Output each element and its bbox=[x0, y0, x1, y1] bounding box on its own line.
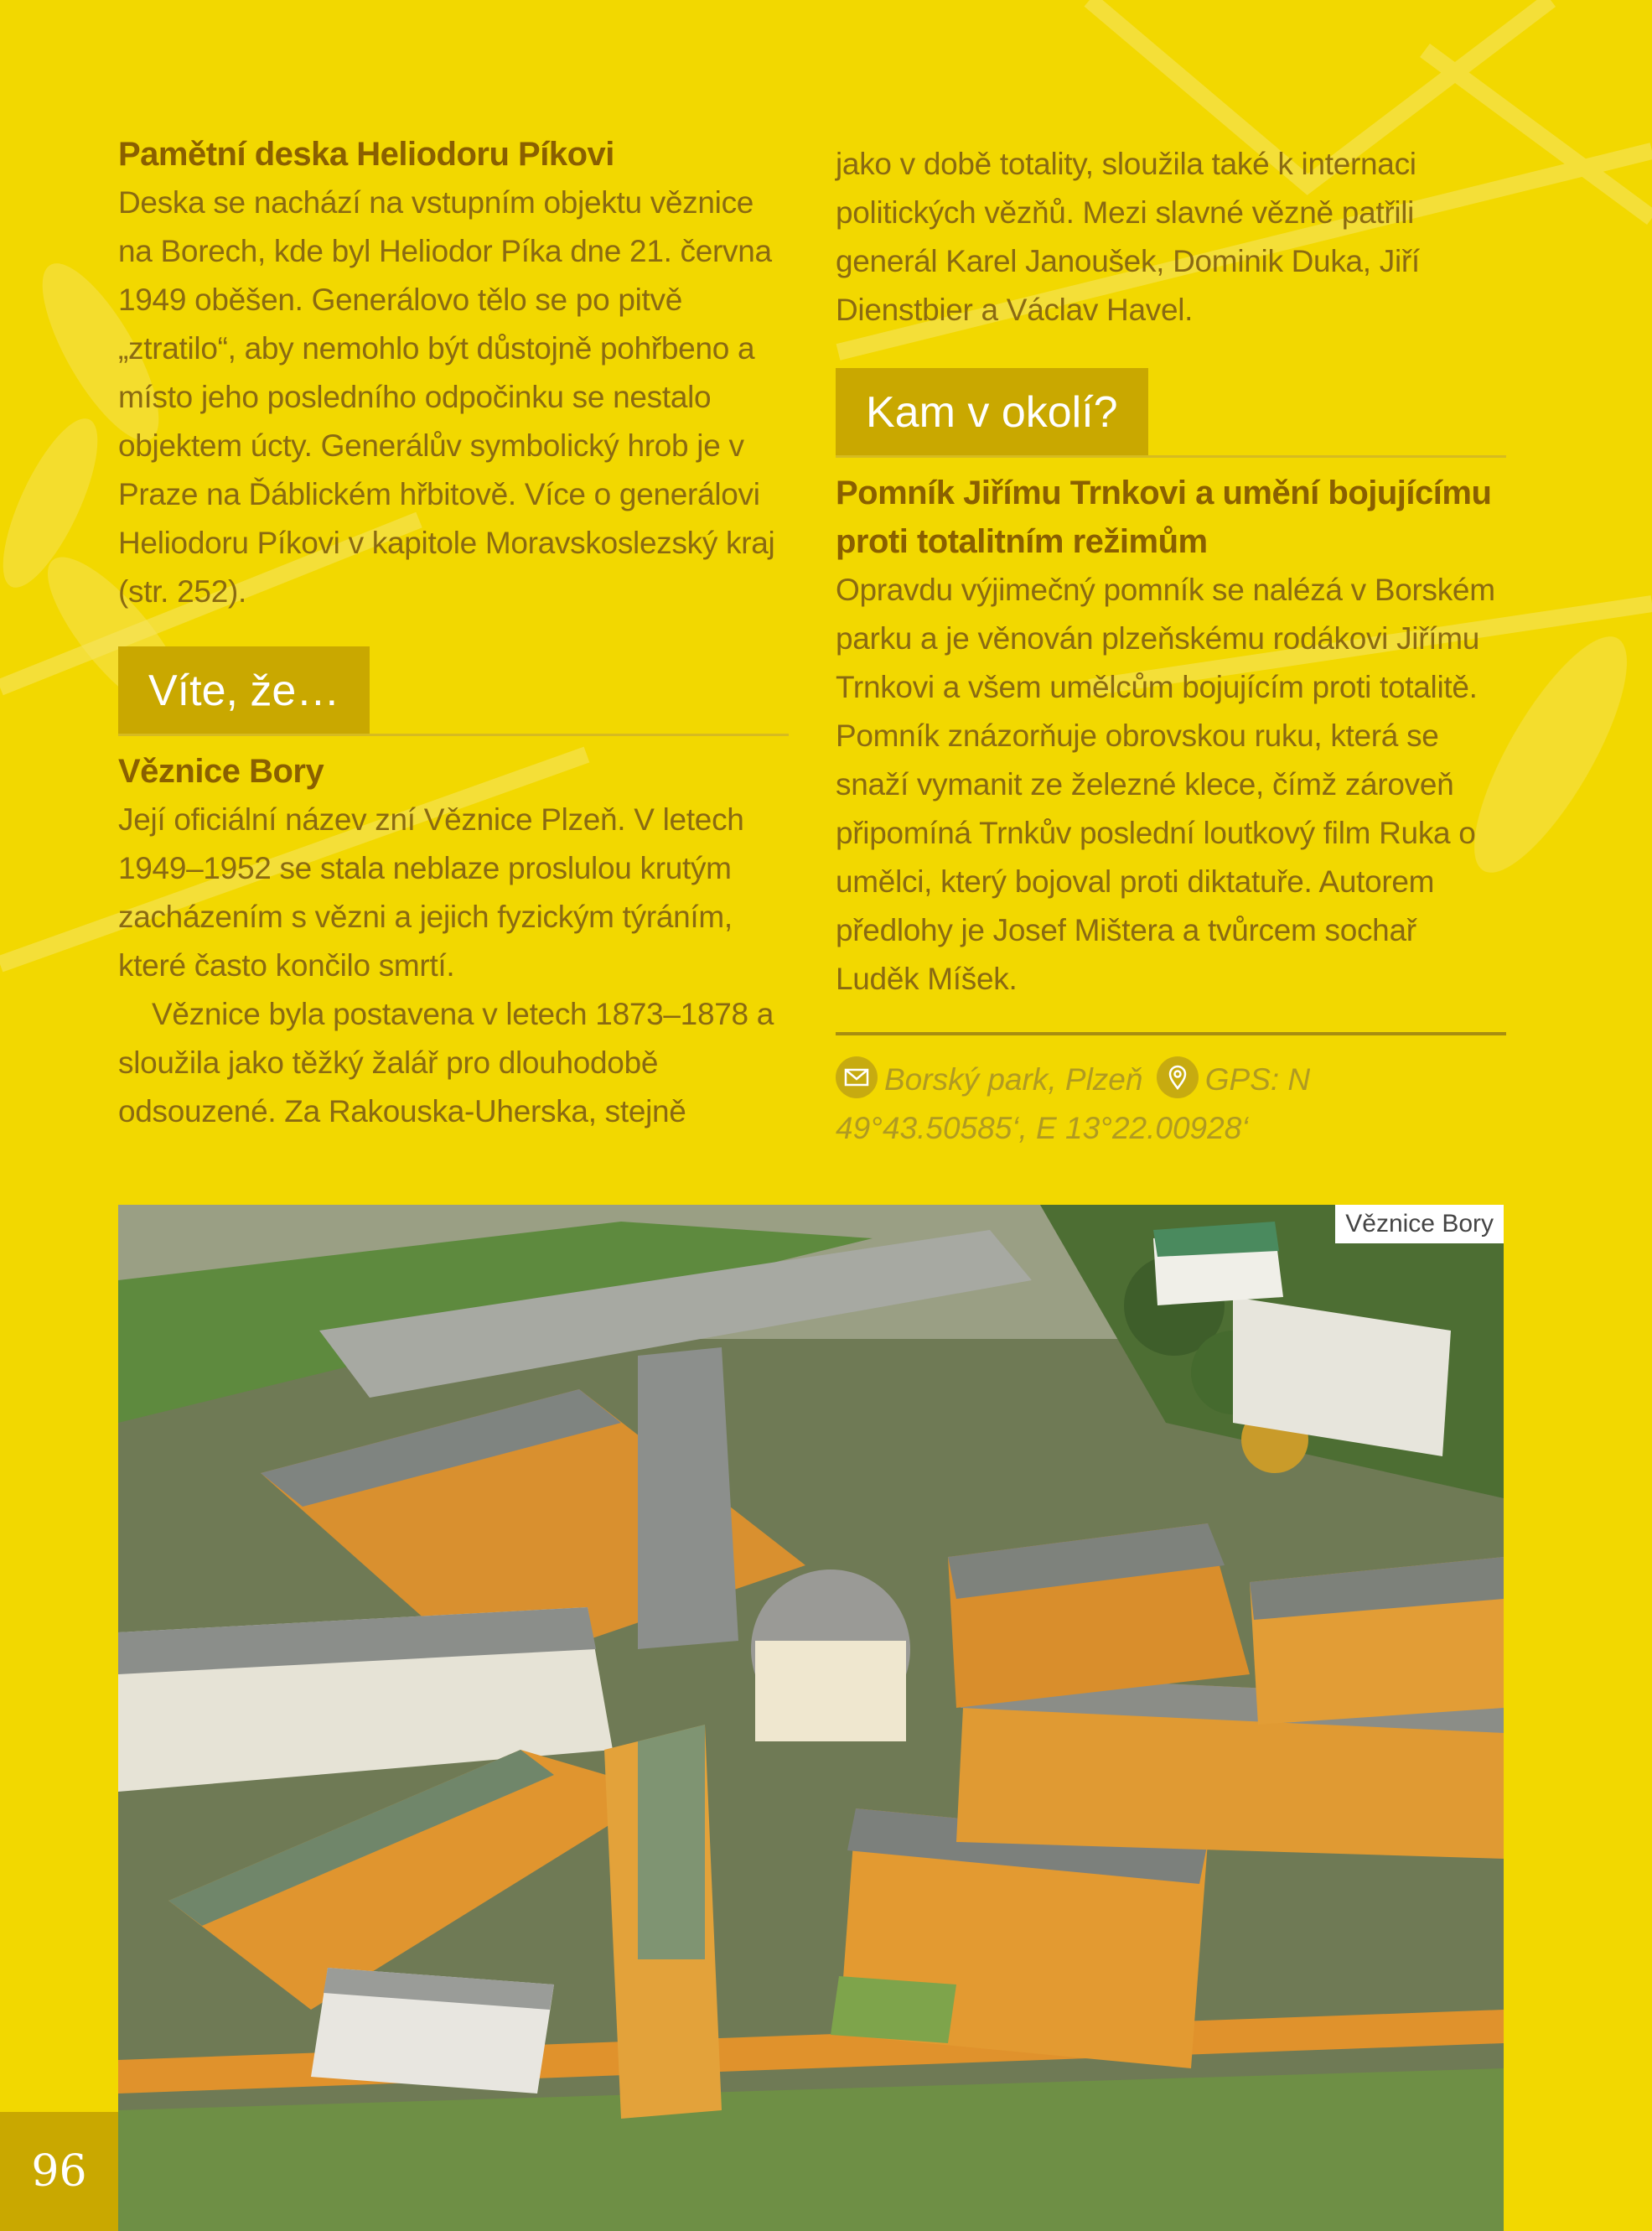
section-divider bbox=[836, 455, 1506, 458]
location-info bbox=[836, 1056, 1506, 1153]
envelope-icon bbox=[836, 1056, 878, 1098]
heading-trnka-monument: Pomník Jiřímu Trnkovi a umění bojujícímu proti totalitním režimům bbox=[836, 475, 1492, 560]
paragraph-trnka-monument: Opravdu výjimečný pomník se nalézá v Borském parku a je věnován plzeňskému rodákovi Jiřímu Trnkovi a všem umělcům bojujícím proti totalitě. Pomník znázorňuje obrovskou ruku, která se snaží vymanit ze železné klece, čímž zároveň připomíná Trnkův poslední loutkový film Ruka o umělci, který bojoval proti diktatuře. Autorem předlohy je Josef Mištera a tvůrcem sochař Luděk Míšek. bbox=[836, 573, 1495, 996]
right-column bbox=[836, 130, 1506, 1153]
prison-aerial-photo bbox=[118, 1205, 1504, 2231]
location-divider bbox=[836, 1032, 1506, 1035]
section-divider bbox=[118, 734, 789, 736]
paragraph-prison-history: Věznice byla postavena v letech 1873–1878 a sloužila jako těžký žalář pro dlouhodobě odsouzené. Za Rakouska-Uherska, stejně bbox=[118, 997, 774, 1128]
page-number: 96 bbox=[0, 2112, 118, 2231]
left-column bbox=[118, 130, 789, 1136]
section-label-nearby: Kam v okolí? bbox=[836, 368, 1148, 457]
paragraph-memorial-plaque: Deska se nachází na vstupním objektu věznice na Borech, kde byl Heliodor Píka dne 21. června 1949 oběšen. Generálovo tělo se po pitvě „ztratilo“, aby nemohlo být důstojně pohřbeno a místo jeho posledního odpočinku se nestalo objektem úcty. Generálův symbolický hrob je v Praze na Ďáblickém hřbitově. Více o generálovi Heliodoru Píkovi v kapitole Moravskoslezský kraj (str. 252). bbox=[118, 185, 775, 609]
section-header-nearby bbox=[836, 368, 1506, 457]
paragraph-prison-continued: jako v době totality, sloužila také k internaci politických vězňů. Mezi slavné vězně patřili generál Karel Janoušek, Dominik Duka, Jiří Dienstbier a Václav Havel. bbox=[836, 147, 1420, 327]
section-label-did-you-know: Víte, že… bbox=[118, 646, 370, 735]
heading-memorial-plaque: Pamětní deska Heliodoru Píkovi bbox=[118, 136, 614, 173]
photo-caption: Věznice Bory bbox=[1335, 1205, 1504, 1243]
section-header-did-you-know bbox=[118, 646, 789, 735]
location-pin-icon bbox=[1157, 1056, 1199, 1098]
heading-prison-bory: Věznice Bory bbox=[118, 753, 324, 790]
location-gps: GPS: N 49°43.50585‘, E 13°22.00928‘ bbox=[836, 1062, 1311, 1145]
aerial-photo-illustration bbox=[118, 1205, 1504, 2231]
paragraph-prison-official-name: Její oficiální název zní Věznice Plzeň. V letech 1949–1952 se stala neblaze proslulou krutým zacházením s vězni a jejich fyzickým týráním, které často končilo smrtí. bbox=[118, 802, 744, 983]
location-address: Borský park, Plzeň bbox=[884, 1062, 1143, 1097]
